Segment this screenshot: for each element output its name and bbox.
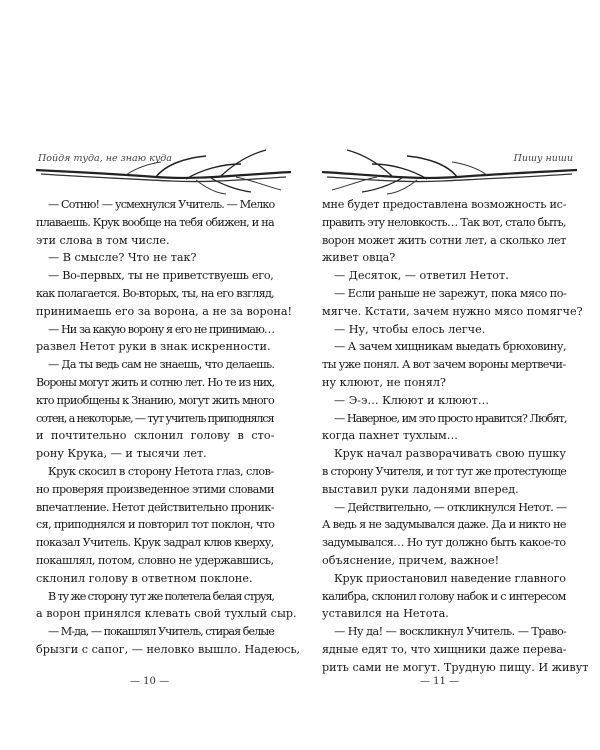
text-line: уставился на Нетота. [322,607,449,621]
text-line: — Ну да! — воскликнул Учитель. — Траво- [334,625,567,639]
text-line: — Ну, чтобы елось легче. [334,322,486,336]
text-line: А ведь я не задумывался даже. Да и никто не [322,518,566,532]
text-line: — Во-первых, ты не приветствуешь его, [48,269,274,283]
text-line: — Э-э… Клюют и клюют… [334,393,490,407]
text-line: калибра, склонил голову набок и с интересом [322,589,566,603]
text-line: мне будет предоставлена возможность ис- [322,198,567,211]
text-line: В ту же сторону тут же полетела белая струя, [48,589,274,603]
text-line: — Если раньше не зарежут, пока мясо по- [334,286,567,300]
text-line: ты уже понял. А вот зачем вороны мертвечи- [322,358,566,372]
text-line: принимаешь его за ворона, а не за ворона! [36,304,293,318]
text-line: — Да ты ведь сам не знаешь, что делаешь. [48,358,275,372]
text-line: когда пахнет тухлым… [322,429,458,443]
text-line: кто приобщены к Знанию, могут жить много [36,393,275,407]
text-line: — Наверное, им это просто нравится? Любят, [334,411,567,425]
text-line: править эту неловкость… Так вот, стало быть, [322,215,566,229]
right-page-text [322,196,589,677]
text-line: — В смысле? Что не так? [48,251,197,265]
text-line: как полагается. Во-вторых, ты, на его взгляд, [36,286,274,300]
text-line: мягче. Кстати, зачем нужно мясо помягче? [322,304,583,318]
text-line: но проверяя произведенное этими словами [36,482,274,496]
text-line: — Действительно, — откликнулся Нетот. — [334,500,567,514]
text-line: задумывался… Но тут должно быть какое-то [322,536,566,550]
text-line: впечатление. Нетот действительно проник- [36,500,275,514]
text-line: рону Крука, — и тысячи лет. [36,447,207,461]
text-line: сотен, а некоторые, — тут учитель приподнялся [36,411,274,425]
text-line: выставил руки ладонями вперед. [322,482,519,496]
text-line: — А зачем хищникам выедать брюховину, [334,340,567,354]
text-line: живет овца? [322,251,396,265]
text-line: покашлял, потом, словно не удержавшись, [36,553,274,567]
text-line: Крук приостановил наведение главного [334,571,566,585]
text-line: показал Учитель. Крук задрал клюв кверху, [36,536,274,550]
right-page [300,0,600,750]
left-page-header [36,150,291,195]
text-line: ворон может жить сотни лет, а сколько лет [322,233,566,247]
text-line: плаваешь. Крук вообще на тебя обижен, и на [36,215,274,229]
text-line: Крук скосил в сторону Нетота глаз, слов- [48,464,274,478]
text-line: брызги с сапог, — неловко вышло. Надеюсь, [36,642,301,656]
text-line: — Ни за какую ворону я его не принимаю… [48,322,275,336]
text-line: рить сами не могут. Трудную пищу. И живут [322,660,589,674]
text-line: Вороны могут жить и сотню лет. Но те из них, [36,375,275,389]
right-page-header [322,150,577,195]
text-line: ну клюют, не понял? [322,375,446,389]
text-line: эти слова в том числе. [36,233,170,247]
text-line: развел Нетот руки в знак искренности. [36,340,271,354]
text-line: склонил голову в ответном поклоне. [36,571,253,585]
text-line: объяснение, причем, важное! [322,553,500,567]
text-line: — М-да, — покашлял Учитель, стирая белые [48,625,274,639]
page-number-right: — 11 — [420,676,460,687]
page-number-left: — 10 — [130,676,170,687]
running-head-right: Пишу ниши [513,153,573,164]
text-line: в сторону Учителя, и тот тут же протестующе [322,464,567,478]
text-line: Крук начал разворачивать свою пушку [334,447,566,461]
text-line: а ворон принялся клевать свой тухлый сыр. [36,607,297,621]
text-line: ядные едят то, что хищники даже перева- [322,642,567,656]
text-line: ся, приподнялся и повторил тот поклон, что [36,518,275,532]
left-page-text [36,196,301,659]
running-head-left: Пойдя туда, не знаю куда [38,153,172,164]
text-line: и почтительно склонил голову в сто- [36,429,275,443]
text-line: — Десяток, — ответил Нетот. [334,269,509,283]
text-line: — Сотню! — усмехнулся Учитель. — Мелко [48,198,275,211]
